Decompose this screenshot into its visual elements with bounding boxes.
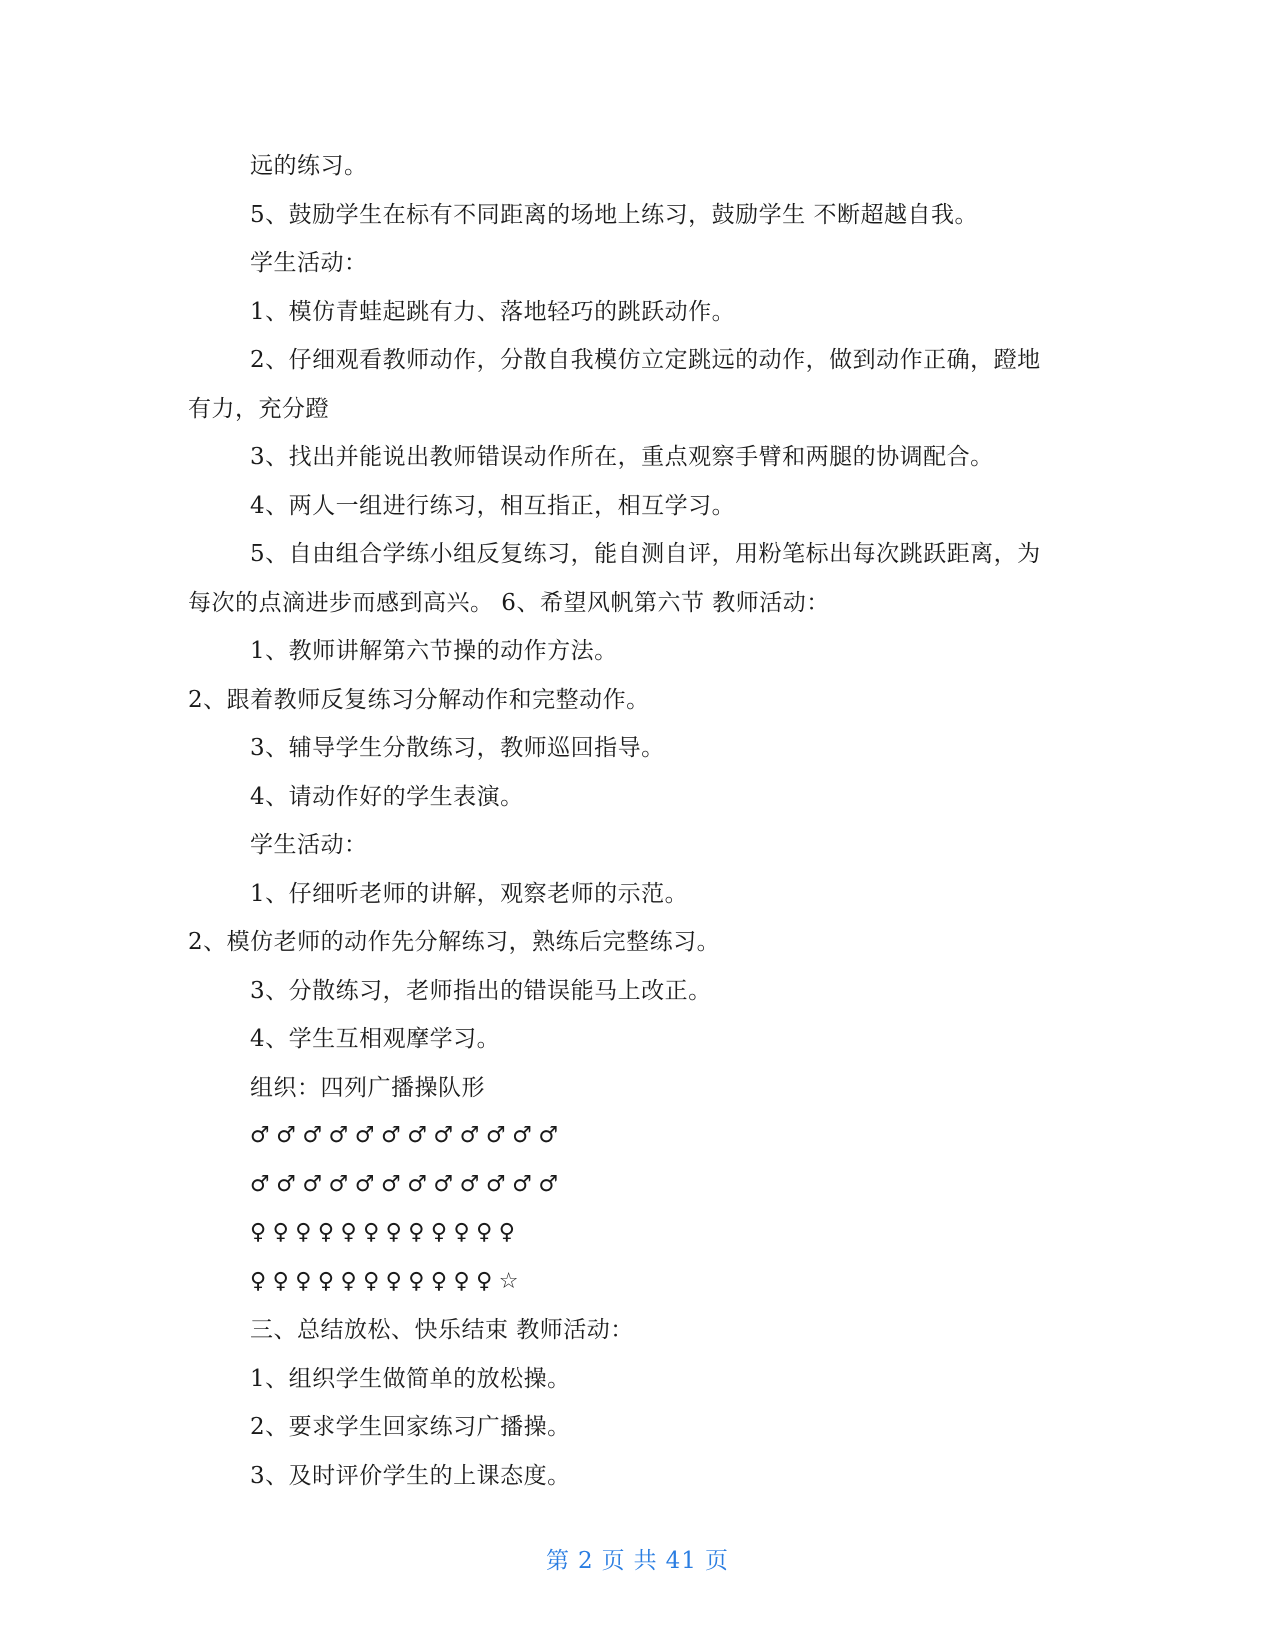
footer-total-pages: 41	[665, 1548, 697, 1574]
footer-page-word: 页	[601, 1548, 626, 1574]
paragraph-line: 5、自由组合学练小组反复练习，能自测自评，用粉笔标出每次跳跃距离，为	[250, 541, 1041, 567]
paragraph-line: 1、模仿青蛙起跳有力、落地轻巧的跳跃动作。	[250, 298, 736, 325]
paragraph-line: 2、跟着教师反复练习分解动作和完整动作。	[188, 686, 650, 713]
paragraph-line: 2、模仿老师的动作先分解练习，熟练后完整练习。	[188, 929, 721, 955]
formation-row-male: ♂♂♂♂♂♂♂♂♂♂♂♂	[250, 1123, 565, 1148]
paragraph-line: 2、要求学生回家练习广播操。	[250, 1414, 571, 1440]
paragraph-line: 4、两人一组进行练习，相互指正，相互学习。	[250, 492, 736, 519]
page-footer	[0, 1542, 1275, 1575]
paragraph-line: 1、教师讲解第六节操的动作方法。	[250, 638, 618, 664]
paragraph-line: 3、辅导学生分散练习，教师巡回指导。	[250, 735, 665, 761]
paragraph-line: 2、仔细观看教师动作，分散自我模仿立定跳远的动作，做到动作正确，蹬地	[250, 347, 1041, 373]
paragraph-line: 3、分散练习，老师指出的错误能马上改正。	[250, 977, 712, 1004]
paragraph-line: 3、及时评价学生的上课态度。	[250, 1462, 571, 1489]
paragraph-line: 3、找出并能说出教师错误动作所在，重点观察手臂和两腿的协调配合。	[250, 444, 994, 470]
paragraph-line: 4、请动作好的学生表演。	[250, 783, 524, 810]
paragraph-line: 远的练习。	[250, 153, 368, 179]
formation-row-female-teacher: ♀♀♀♀♀♀♀♀♀♀♀☆	[250, 1268, 525, 1294]
paragraph-line: 每次的点滴进步而感到高兴。 6、希望风帆第六节 教师活动：	[188, 589, 830, 616]
formation-row-male: ♂♂♂♂♂♂♂♂♂♂♂♂	[250, 1171, 565, 1197]
document-body	[188, 142, 1088, 1500]
paragraph-line: 1、组织学生做简单的放松操。	[250, 1365, 571, 1392]
paragraph-line: 5、鼓励学生在标有不同距离的场地上练习，鼓励学生 不断超越自我。	[250, 201, 978, 228]
footer-prefix: 第	[546, 1548, 571, 1574]
formation-title: 组织：四列广播操队形	[250, 1074, 485, 1101]
section-heading: 学生活动：	[250, 250, 368, 276]
footer-suffix: 页	[704, 1548, 729, 1574]
paragraph-line: 4、学生互相观摩学习。	[250, 1026, 501, 1052]
section-heading: 三、总结放松、快乐结束 教师活动：	[250, 1317, 634, 1343]
formation-row-female: ♀♀♀♀♀♀♀♀♀♀♀♀	[250, 1220, 522, 1245]
footer-total-word: 共	[633, 1548, 658, 1574]
footer-current-page: 2	[578, 1548, 594, 1574]
section-heading: 学生活动：	[250, 832, 368, 858]
paragraph-line: 1、仔细听老师的讲解，观察老师的示范。	[250, 880, 689, 907]
paragraph-line: 有力，充分蹬	[188, 395, 329, 422]
